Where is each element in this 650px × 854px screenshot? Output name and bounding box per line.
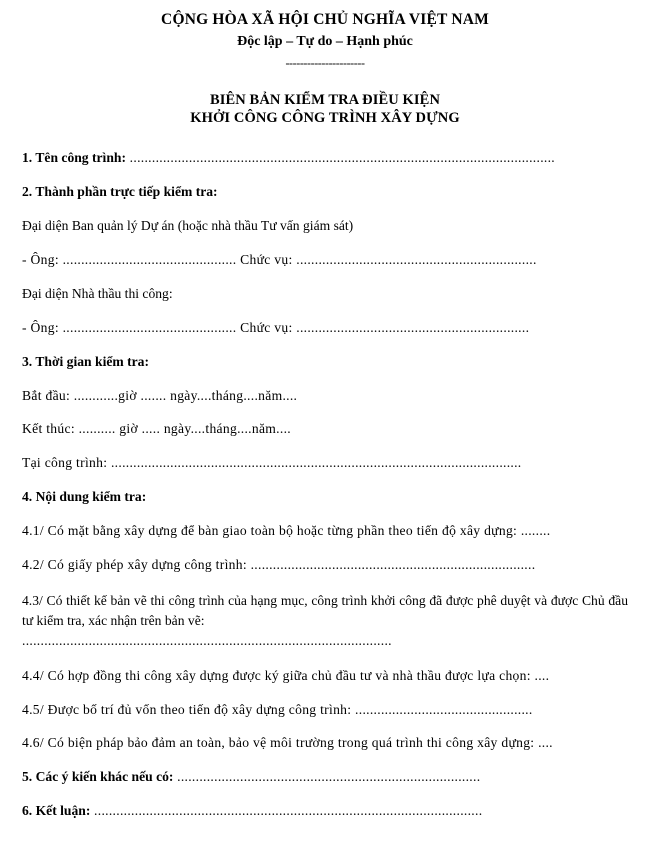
document-title-line-1: BIÊN BẢN KIỂM TRA ĐIỀU KIỆN bbox=[209, 91, 441, 108]
section-5-heading: 5. Các ý kiến khác nếu có: bbox=[22, 769, 174, 785]
section-1-heading: 1. Tên công trình: bbox=[22, 149, 126, 165]
section-4-item-3-text: 4.3/ Có thiết kế bản vẽ thi công trình của hạng mục, công trình khởi công đã được phê duyệt và được Chủ đầu tư kiểm tra, xác nhận trên bản vẽ: bbox=[22, 593, 628, 629]
section-3-location-fill-line[interactable]: Tại công trình: ............................................................................................................... bbox=[22, 455, 522, 471]
document-header bbox=[22, 0, 628, 128]
section-5-fill-line[interactable]: .................................................................................. bbox=[173, 769, 481, 785]
section-2-contractor-representative-label: Đại diện Nhà thầu thi công: bbox=[22, 285, 173, 301]
national-motto: Độc lập – Tự do – Hạnh phúc bbox=[237, 33, 413, 49]
section-4-heading: 4. Nội dung kiểm tra: bbox=[22, 489, 147, 505]
section-4-item-4[interactable]: 4.4/ Có hợp đồng thi công xây dựng được ký giữa chủ đầu tư và nhà thầu được lựa chọn: .... bbox=[22, 667, 550, 683]
section-3-end-time-fill-line[interactable]: Kết thúc: .......... giờ ..... ngày....tháng....năm.... bbox=[22, 421, 291, 437]
section-5-other-opinions bbox=[22, 769, 628, 786]
section-1-project-name bbox=[22, 150, 628, 167]
section-3-start-time-fill-line[interactable]: Bắt đầu: ............giờ ....... ngày....tháng....năm.... bbox=[22, 387, 298, 403]
document-title-line-2: KHỞI CÔNG CÔNG TRÌNH XÂY DỰNG bbox=[190, 110, 460, 127]
section-4-item-6[interactable]: 4.6/ Có biện pháp bảo đảm an toàn, bảo vệ môi trường trong quá trình thi công xây dựng: .... bbox=[22, 735, 553, 751]
document-title bbox=[22, 91, 628, 128]
section-4-item-5[interactable]: 4.5/ Được bố trí đủ vốn theo tiến độ xây dựng công trình: ................................................ bbox=[22, 701, 533, 717]
section-6-fill-line[interactable]: ......................................................................................................... bbox=[90, 803, 483, 819]
section-4-item-2[interactable]: 4.2/ Có giấy phép xây dựng công trình: ............................................................................. bbox=[22, 557, 536, 573]
section-4-item-3-fill-line[interactable]: .................................................................................................... bbox=[22, 632, 392, 648]
section-1-fill-line[interactable]: ................................................................................................................... bbox=[125, 149, 556, 165]
document-body bbox=[22, 150, 628, 821]
section-3-heading: 3. Thời gian kiểm tra: bbox=[22, 353, 149, 369]
section-6-heading: 6. Kết luận: bbox=[22, 803, 91, 819]
national-title: CỘNG HÒA XÃ HỘI CHỦ NGHĨA VIỆT NAM bbox=[161, 11, 489, 28]
header-separator: ---------------------- bbox=[285, 55, 365, 70]
section-2-person-1-fill-line[interactable]: - Ông: ............................................... Chức vụ: ................................................................. bbox=[22, 251, 537, 267]
section-2-person-2-fill-line[interactable]: - Ông: ............................................... Chức vụ: ............................................................... bbox=[22, 319, 530, 335]
section-6-conclusion bbox=[22, 803, 628, 820]
section-2-heading: 2. Thành phần trực tiếp kiểm tra: bbox=[22, 183, 218, 199]
section-4-item-3[interactable] bbox=[22, 591, 628, 650]
section-2-pmu-representative-label: Đại diện Ban quản lý Dự án (hoặc nhà thầu Tư vấn giám sát) bbox=[22, 217, 354, 233]
section-4-item-1[interactable]: 4.1/ Có mặt bằng xây dựng để bàn giao toàn bộ hoặc từng phần theo tiến độ xây dựng: ........ bbox=[22, 523, 551, 539]
